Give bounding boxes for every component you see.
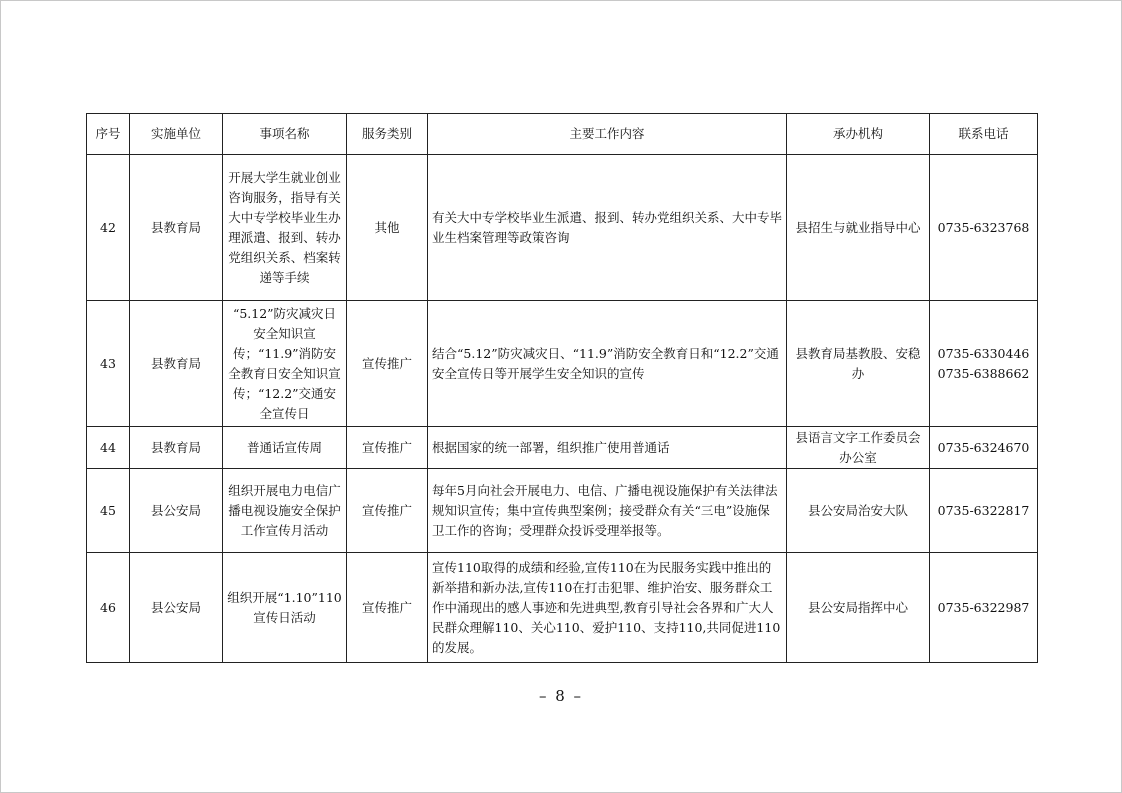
header-category: 服务类别 xyxy=(347,114,428,155)
table-header-row xyxy=(87,114,1038,155)
cell-phone xyxy=(930,301,1038,427)
cell-item: 开展大学生就业创业咨询服务，指导有关大中专学校毕业生办理派遣、报到、转办党组织关系、档案转递等手续 xyxy=(223,155,347,301)
cell-item: 组织开展电力电信广播电视设施安全保护工作宣传月活动 xyxy=(223,469,347,553)
cell-org: 县语言文字工作委员会办公室 xyxy=(787,427,930,469)
header-content: 主要工作内容 xyxy=(428,114,787,155)
cell-org: 县公安局治安大队 xyxy=(787,469,930,553)
cell-org: 县教育局基教股、安稳办 xyxy=(787,301,930,427)
table-row xyxy=(87,469,1038,553)
phone-number: 0735-6323768 xyxy=(937,219,1030,235)
cell-unit: 县教育局 xyxy=(130,301,223,427)
cell-unit: 县教育局 xyxy=(130,155,223,301)
cell-unit: 县公安局 xyxy=(130,469,223,553)
page-number: – 8 – xyxy=(538,687,584,705)
table-row xyxy=(87,427,1038,469)
cell-item: 组织开展“1.10”110宣传日活动 xyxy=(223,553,347,663)
cell-phone xyxy=(930,155,1038,301)
cell-category: 宣传推广 xyxy=(347,427,428,469)
phone-number: 0735-6322987 xyxy=(937,599,1030,615)
cell-unit: 县教育局 xyxy=(130,427,223,469)
service-table xyxy=(86,113,1038,663)
cell-seq: 46 xyxy=(87,553,130,663)
cell-content: 有关大中专学校毕业生派遣、报到、转办党组织关系、大中专毕业生档案管理等政策咨询 xyxy=(428,155,787,301)
header-unit: 实施单位 xyxy=(130,114,223,155)
cell-category: 其他 xyxy=(347,155,428,301)
cell-content: 根据国家的统一部署，组织推广使用普通话 xyxy=(428,427,787,469)
cell-category: 宣传推广 xyxy=(347,553,428,663)
cell-seq: 45 xyxy=(87,469,130,553)
header-seq: 序号 xyxy=(87,114,130,155)
header-phone: 联系电话 xyxy=(930,114,1038,155)
cell-category: 宣传推广 xyxy=(347,469,428,553)
table-row xyxy=(87,301,1038,427)
cell-org: 县公安局指挥中心 xyxy=(787,553,930,663)
cell-item: “5.12”防灾减灾日安全知识宣传；“11.9”消防安全教育日安全知识宣传；“12.2”交通安全宣传日 xyxy=(223,301,347,427)
cell-content: 每年5月向社会开展电力、电信、广播电视设施保护有关法律法规知识宣传；集中宣传典型案例；接受群众有关“三电”设施保卫工作的咨询；受理群众投诉受理举报等。 xyxy=(428,469,787,553)
cell-content: 宣传110取得的成绩和经验,宣传110在为民服务实践中推出的新举措和新办法,宣传110在打击犯罪、维护治安、服务群众工作中涌现出的感人事迹和先进典型,教育引导社会各界和广大人民群众理解110、关心110、爱护110、支持110,共同促进110的发展。 xyxy=(428,553,787,663)
cell-seq: 43 xyxy=(87,301,130,427)
cell-content: 结合“5.12”防灾减灾日、“11.9”消防安全教育日和“12.2”交通安全宣传日等开展学生安全知识的宣传 xyxy=(428,301,787,427)
cell-phone xyxy=(930,427,1038,469)
header-item: 事项名称 xyxy=(223,114,347,155)
cell-phone xyxy=(930,469,1038,553)
cell-phone xyxy=(930,553,1038,663)
phone-number: 0735-6388662 xyxy=(937,365,1030,381)
cell-seq: 42 xyxy=(87,155,130,301)
phone-number: 0735-6322817 xyxy=(937,502,1030,518)
table-row xyxy=(87,155,1038,301)
cell-unit: 县公安局 xyxy=(130,553,223,663)
phone-number: 0735-6330446 xyxy=(937,345,1030,361)
phone-number: 0735-6324670 xyxy=(937,439,1030,455)
cell-category: 宣传推广 xyxy=(347,301,428,427)
header-org: 承办机构 xyxy=(787,114,930,155)
cell-item: 普通话宣传周 xyxy=(223,427,347,469)
cell-seq: 44 xyxy=(87,427,130,469)
cell-org: 县招生与就业指导中心 xyxy=(787,155,930,301)
table-row xyxy=(87,553,1038,663)
